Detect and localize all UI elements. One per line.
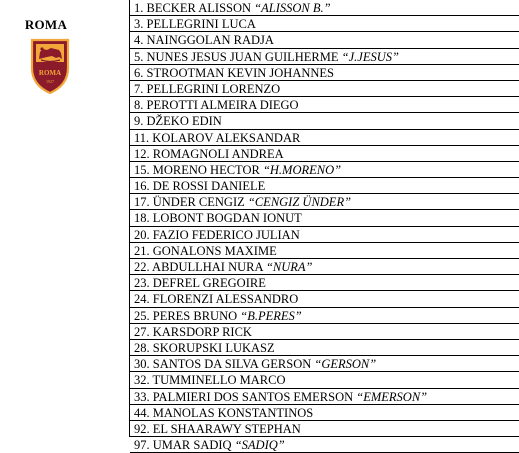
player-name: 1. BECKER ALISSON	[134, 1, 252, 15]
player-nickname: “B.PERES”	[240, 308, 302, 323]
player-name: 17. ÜNDER CENGIZ	[134, 195, 245, 210]
player-row	[130, 113, 519, 129]
player-row	[130, 194, 519, 210]
player-name: 18. LOBONT BOGDAN IONUT	[134, 211, 302, 226]
player-nickname: “SADIQ”	[234, 438, 285, 453]
player-name: 9. DŽEKO EDIN	[134, 114, 222, 129]
player-row	[130, 0, 519, 16]
player-name: 32. TUMMINELLO MARCO	[134, 373, 286, 388]
player-name: 28. SKORUPSKI LUKASZ	[134, 340, 275, 355]
player-name: 21. GONALONS MAXIME	[134, 243, 277, 258]
player-name: 12. ROMAGNOLI ANDREA	[134, 146, 284, 161]
svg-text:ROMA: ROMA	[38, 69, 62, 77]
player-nickname: “NURA”	[265, 260, 313, 274]
player-row	[130, 178, 519, 194]
club-crest-logo	[29, 38, 71, 94]
player-name: 6. STROOTMAN KEVIN JOHANNES	[134, 65, 334, 80]
player-name: 92. EL SHAARAWY STEPHAN	[134, 421, 301, 436]
player-name: 23. DEFREL GREGOIRE	[134, 276, 266, 291]
player-nickname: “EMERSON”	[356, 389, 428, 404]
club-name: ROMA	[24, 17, 68, 32]
player-nickname: “GERSON”	[314, 357, 377, 372]
player-name: 22. ABDULLHAI NURA	[134, 260, 263, 274]
player-row	[130, 32, 519, 48]
player-row	[130, 324, 519, 340]
player-nickname: “ALISSON B.”	[254, 1, 331, 15]
player-name: 27. KARSDORP RICK	[134, 324, 252, 339]
player-row	[130, 389, 519, 405]
player-row	[130, 340, 519, 356]
player-row	[130, 210, 519, 226]
player-name: 97. UMAR SADIQ	[134, 438, 232, 453]
player-row	[130, 243, 519, 259]
player-row	[130, 356, 519, 372]
player-name: 15. MORENO HECTOR	[134, 162, 260, 177]
player-row	[130, 275, 519, 291]
player-nickname: “CENGIZ ÜNDER”	[247, 195, 352, 210]
player-name: 30. SANTOS DA SILVA GERSON	[134, 357, 312, 372]
player-name: 8. PEROTTI ALMEIRA DIEGO	[134, 98, 299, 113]
player-name: 5. NUNES JESUS JUAN GUILHERME	[134, 49, 339, 64]
player-name: 3. PELLEGRINI LUCA	[134, 17, 256, 32]
player-name: 4. NAINGGOLAN RADJA	[134, 33, 274, 48]
player-row	[130, 49, 519, 65]
player-name: 33. PALMIERI DOS SANTOS EMERSON	[134, 389, 354, 404]
player-name: 25. PERES BRUNO	[134, 308, 238, 323]
player-row	[130, 81, 519, 97]
player-nickname: “H.MORENO”	[262, 162, 342, 177]
player-row	[130, 162, 519, 178]
player-name: 20. FAZIO FEDERICO JULIAN	[134, 227, 300, 242]
svg-text:1927: 1927	[46, 79, 54, 84]
player-name: 16. DE ROSSI DANIELE	[134, 179, 266, 194]
player-row	[130, 16, 519, 32]
player-name: 24. FLORENZI ALESSANDRO	[134, 292, 299, 307]
player-nickname: “J.JESUS”	[341, 49, 399, 64]
player-row	[130, 308, 519, 324]
player-name: 11. KOLAROV ALEKSANDAR	[134, 130, 301, 145]
player-row	[130, 421, 519, 437]
player-name: 44. MANOLAS KONSTANTINOS	[134, 405, 314, 420]
player-row	[130, 259, 519, 275]
player-name: 7. PELLEGRINI LORENZO	[134, 81, 281, 96]
player-row	[130, 405, 519, 421]
player-row	[130, 227, 519, 243]
player-row	[130, 372, 519, 388]
player-row	[130, 97, 519, 113]
player-row	[130, 65, 519, 81]
club-column	[0, 0, 129, 437]
player-row	[130, 291, 519, 307]
player-roster-table	[129, 0, 519, 453]
player-row	[130, 130, 519, 146]
player-row	[130, 146, 519, 162]
player-row	[130, 437, 519, 453]
